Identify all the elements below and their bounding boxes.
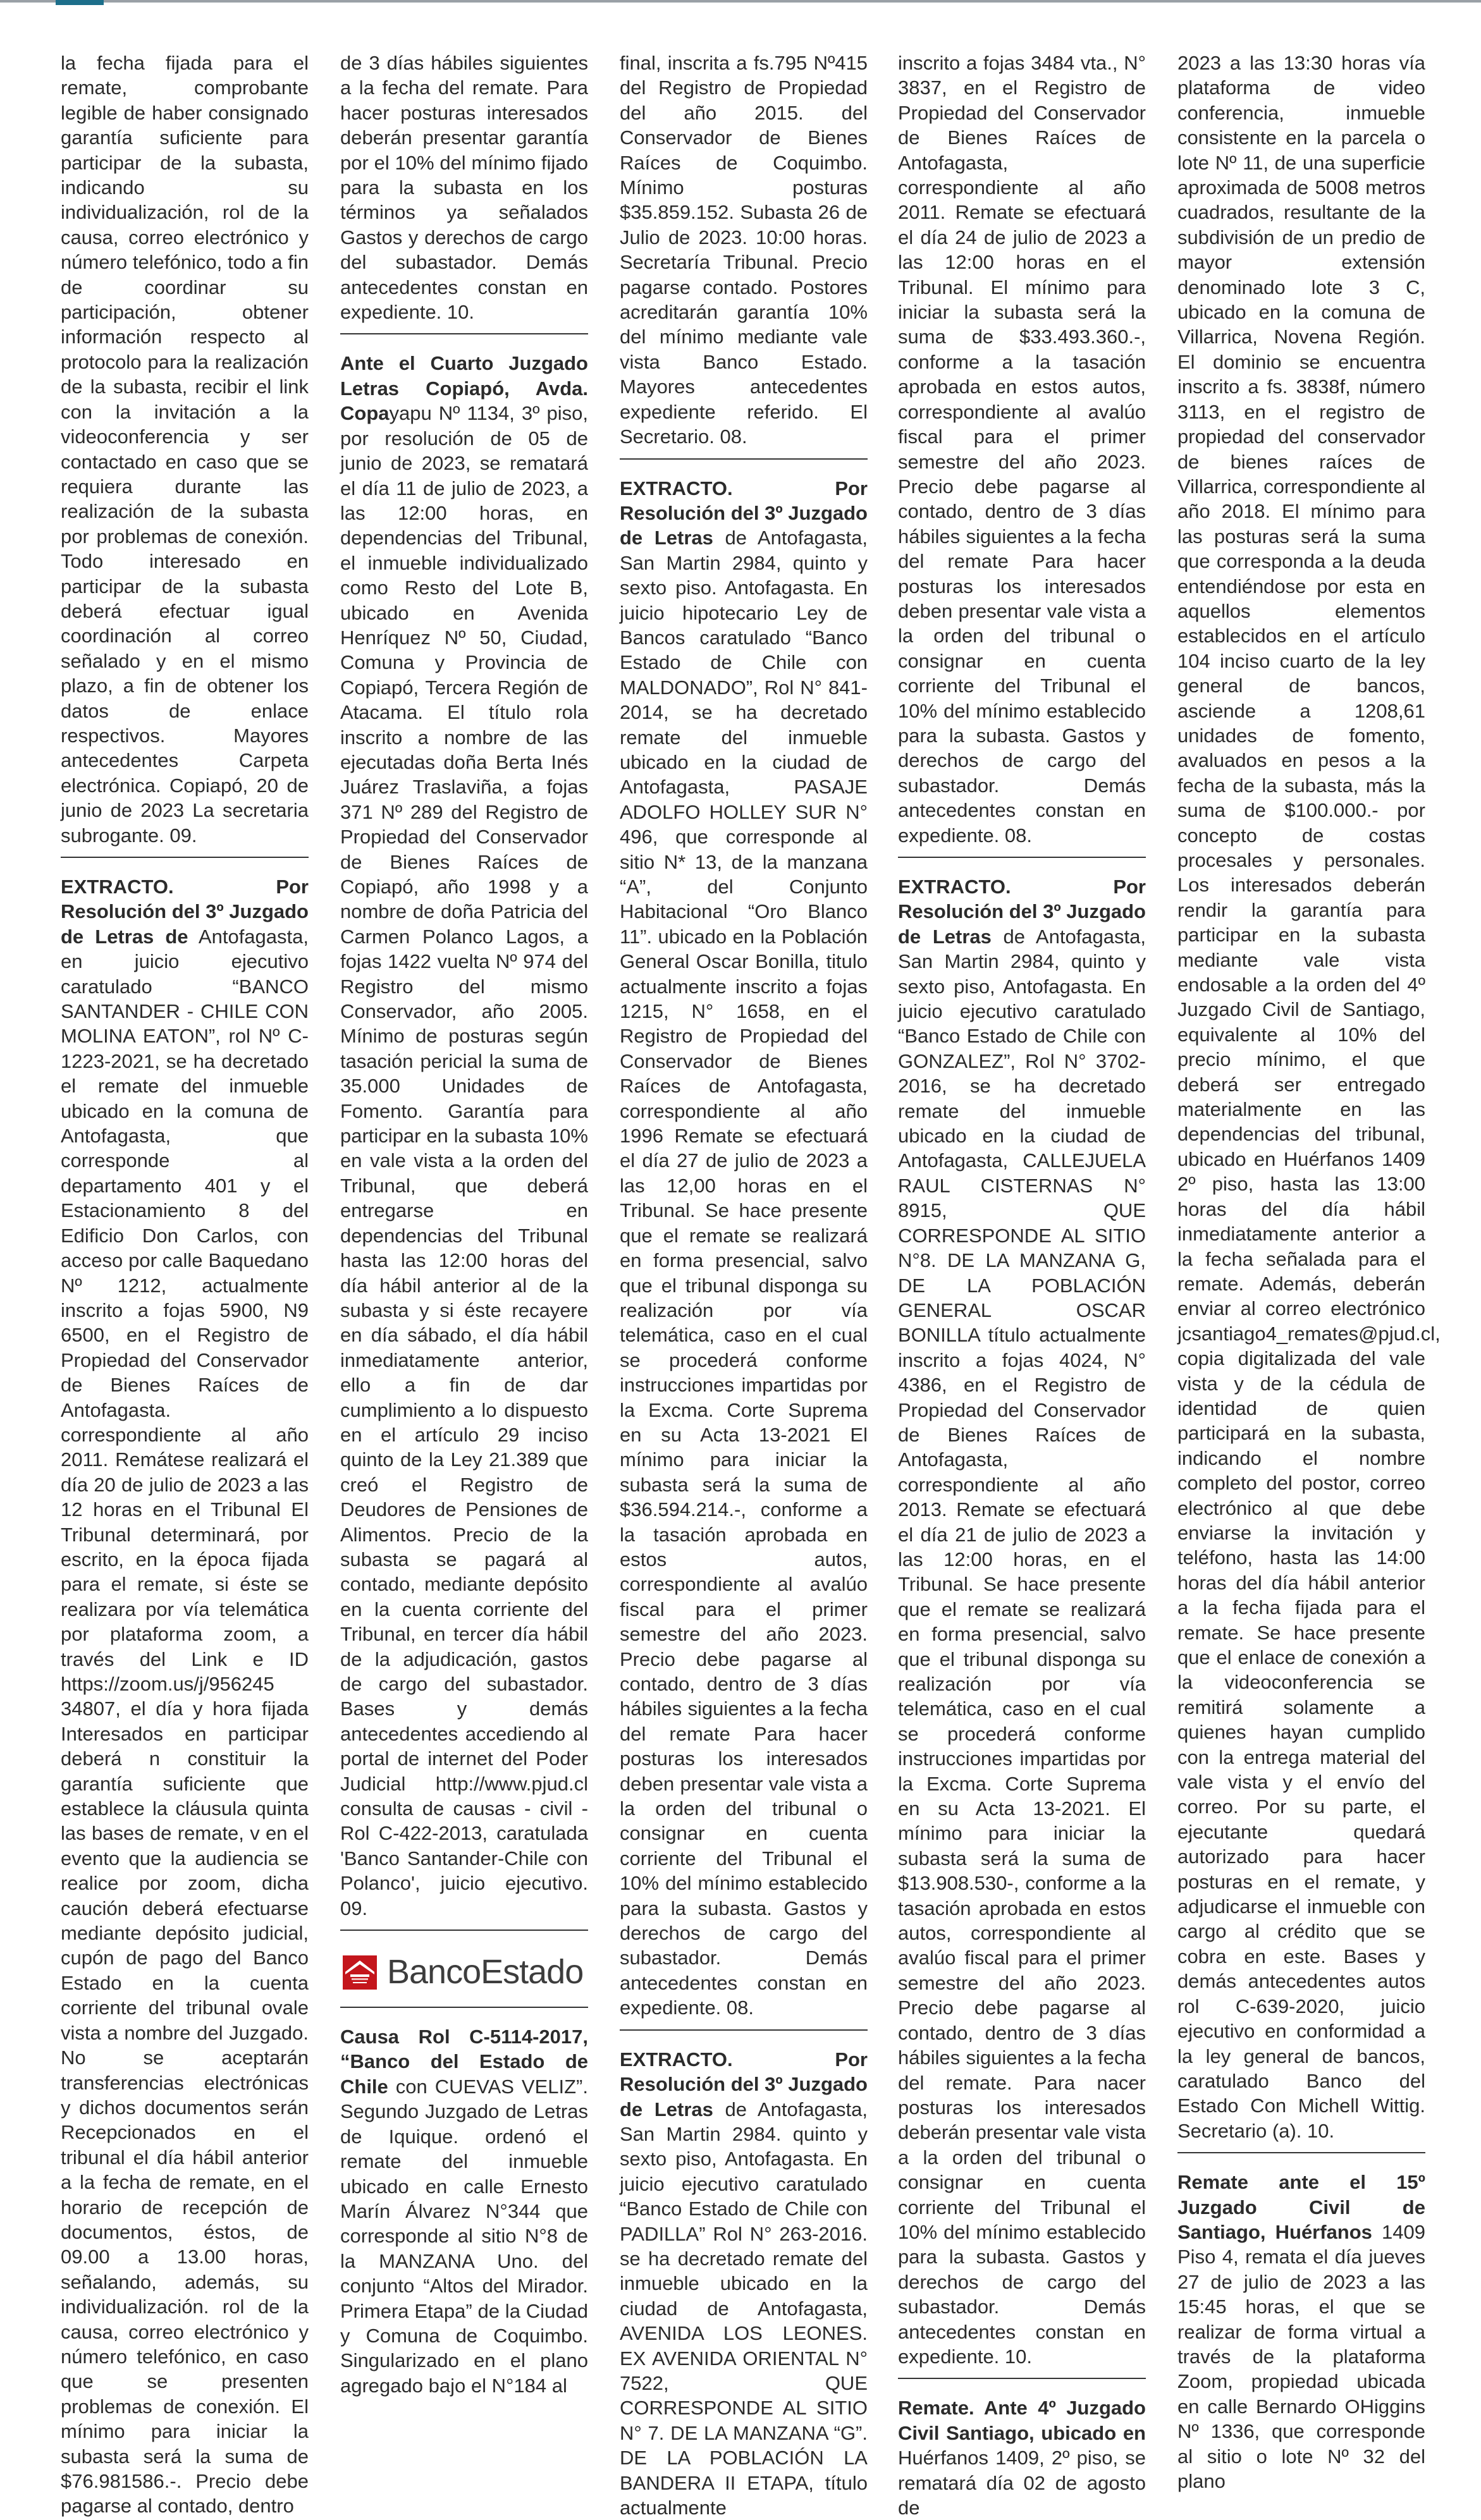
notice-divider — [340, 1930, 588, 1931]
bancoestado-logo-icon — [340, 1953, 379, 1992]
notice-divider — [1177, 2152, 1425, 2153]
notice-divider — [61, 857, 309, 858]
notice-body: de Antofagasta, San Martin 2984. quinto y sexto piso, Antofagasta. En juicio ejecutivo caratulado “Banco Estado de Chile con PADILLA” Rol N° 263-2016. se ha decretado remate del inmueble ubicado en la ciudad de Antofagasta, AVENIDA LOS LEONES. EX AVENIDA ORIENTAL N° 7522, QUE CORRESPONDE AL SITIO N° 7. DE LA MANZANA “G”. DE LA POBLACIÓN LA BANDERA II ETAPA, título actualmente — [620, 2098, 868, 2519]
notice-body: yapu Nº 1134, 3º piso, por resolución de 05 de junio de 2023, se rematará el día 11 de julio de 2023, a las 12:00 horas, en dependencias del Tribunal, el inmueble individualizado como Resto del Lote B, ubicado en Avenida Henríquez Nº 50, Ciudad, Comuna y Provincia de Copiapó, Tercera Región de Atacama. El título rola inscrito a nombre de las ejecutadas doña Berta Inés Juárez Traslaviña, a fojas 371 Nº 289 del Registro de Propiedad del Conservador de Bienes Raíces de Copiapó, año 1998 y a nombre de doña Patricia del Carmen Polanco Lagos, a fojas 1422 vuelta Nº 974 del Registro del mismo Conservador, año 2005. Mínimo de posturas según tasación pericial la suma de 35.000 Unidades de Fomento. Garantía para participar en la subasta 10% en vale vista a la orden del Tribunal, que deberá entregarse en dependencias del Tribunal hasta las 12:00 horas del día hábil anterior al de la subasta y si éste recayere en día sábado, el día hábil inmediatamente anterior, ello a fin de dar cumplimiento a lo dispuesto en el artículo 29 inciso quinto de la Ley 21.389 que creó el Registro de Deudores de Pensiones de Alimentos. Precio de la subasta se pagará al contado, mediante depósito en la cuenta corriente del Tribunal, en tercer día hábil de la adjudicación, gastos de cargo del subastador. Bases y demás antecedentes accediendo al portal de internet del Poder Judicial http://www.pjud.cl consulta de causas - civil - Rol C-422-2013, caratulada 'Banco Santander-Chile con Polanco', juicio ejecutivo. 09. — [340, 402, 588, 1919]
column-5 — [1177, 51, 1441, 2492]
notice-divider — [620, 458, 868, 460]
notice-remate-4-juzgado-santiago — [898, 2395, 1146, 2520]
notice-divider — [620, 2029, 868, 2031]
notice-divider — [340, 333, 588, 334]
column-3 — [620, 51, 868, 2519]
notice-continuation: 2023 a las 13:30 horas vía plataforma de video conferencia, inmueble consistente en la parcela o lote Nº 11, de una superficie aproximada de 5008 metros cuadrados, resultante de la subdivisión de un predio de mayor extensión denominado lote 3 C, ubicado en la comuna de Villarrica, Novena Región. El dominio se encuentra inscrito a fs. 3838f, número 3113, en el registro de propiedad del conservador de bienes raíces de Villarrica, correspondiente al año 2018. El mínimo para las posturas será la suma que corresponda a la deuda entendiéndose por esta en aquellos elementos establecidos en el artículo 104 inciso cuarto de la ley general de bancos, asciende a 1208,61 unidades de fomento, avaluados en pesos a la fecha de la subasta, más la suma de $100.000.- por concepto de costas procesales y personales. Los interesados deberán rendir la garantía para participar en la subasta mediante vale vista endosable a la orden del 4º Juzgado Civil de Santiago, equivalente al 10% del precio mínimo, el que deberá ser entregado materialmente en las dependencias del tribunal, ubicado en Huérfanos 1409 2º piso, hasta las 13:00 horas del día hábil inmediatamente anterior a la fecha señalada para el remate. Además, deberán enviar al correo electrónico jcsantiago4_remates@pjud.cl, copia digitalizada del vale vista y de la cédula de identidad de quien participará en la subasta, indicando el nombre completo del postor, correo electrónico al que debe enviarse la invitación y teléfono, hasta las 14:00 horas del día hábil anterior a la fecha fijada para el remate. Se hace presente que el enlace de conexión a la videoconferencia se remitirá solamente a quienes hayan cumplido con la entrega material del vale vista y el envío del correo. Por su parte, el ejecutante quedará autorizado para hacer posturas en el remate, y adjudicarse el inmueble con cargo al crédito que se cobra en este. Bases y demás antecedentes autos rol C-639-2020, juicio ejecutivo en conformidad a la ley general de bancos, caratulado Banco del Estado Con Michell Wittig. Secretario (a). 10. — [1177, 52, 1441, 2142]
notice-divider — [898, 857, 1146, 858]
notice-body: de Antofagasta, San Martin 2984, quinto y sexto piso. Antofagasta. En juicio hipotecario Ley de Bancos caratulado “Banco Estado de Chile con MALDONADO”, Rol N° 841-2014, se ha decretado remate del inmueble ubicado en la ciudad de Antofagasta, PASAJE ADOLFO HOLLEY SUR N° 496, que corresponde al sitio N* 13, de la manzana “A”, del Conjunto Habitacional “Oro Blanco 11”. ubicado en la Población General Oscar Bonilla, titulo actualmente inscrito a fojas 1215, N° 1658, en el Registro de Propiedad del Conservador de Bienes Raíces de Antofagasta, correspondiente al año 1996 Remate se efectuará el día 27 de julio de 2023 a las 12,00 horas en el Tribunal. Se hace presente que el remate se realizará en forma presencial, salvo que el tribunal disponga su realización por vía telemática, caso en el cual se procederá conforme instrucciones impartidas por la Excma. Corte Suprema en su Acta 13-2021 El mínimo para iniciar la subasta será la suma de $36.594.214.-, conforme a la tasación aprobada en estos autos, correspondiente al avalúo fiscal para el primer semestre del año 2023. Precio debe pagarse al contado, dentro de 3 días hábiles siguientes a la fecha del remate Para hacer posturas los interesados deben presentar vale vista a la orden del tribunal o consignar en cuenta corriente del Tribunal el 10% del mínimo establecido para la subasta. Gastos y derechos de cargo del subastador. Demás antecedentes constan en expediente. 08. — [620, 527, 868, 2019]
notice-extracto-santander-molina — [61, 874, 309, 2519]
notice-heading: EXTRACTO. Por Resolución del 3º Juzgado de Letras de — [61, 876, 309, 948]
notice-heading: EXTRACTO. Por Resolución del 3º Juzgado de Letras — [620, 477, 868, 549]
notice-body: Huérfanos 1409, 2º piso, se rematará día 02 de agosto de — [898, 2447, 1146, 2519]
notice-heading: EXTRACTO. Por Resolución del 3º Juzgado de Letras — [898, 876, 1146, 948]
column-2 — [340, 51, 588, 2397]
notice-causa-cuevas-veliz — [340, 2024, 588, 2398]
bancoestado-logo-text: BancoEstado — [387, 1953, 584, 1991]
notice-continuation: final, inscrita a fs.795 Nº415 del Registro de Propiedad del año 2015. del Conservador de Bienes Raíces de Coquimbo. Mínimo posturas $35.859.152. Subasta 26 de Julio de 2023. 10:00 horas. Secretaría Tribunal. Precio pagarse contado. Postores acreditarán garantía 10% del mínimo mediante vale vista Banco Estado. Mayores antecedentes expediente referido. El Secretario. 08. — [620, 52, 868, 448]
column-1 — [61, 51, 309, 2517]
notice-heading: Remate ante el 15º Juzgado Civil de Santiago, Huérfanos — [1177, 2171, 1425, 2243]
notice-body: de Antofagasta, San Martin 2984, quinto y sexto piso, Antofagasta. En juicio ejecutivo caratulado “Banco Estado de Chile con GONZALEZ”, Rol N° 3702-2016, se ha decretado remate del inmueble ubicado en la ciudad de Antofagasta, CALLEJUELA RAUL CISTERNAS N° 8915, QUE CORRESPONDE AL SITIO N°8. DE LA MANZANA G, DE LA POBLACIÓN GENERAL OSCAR BONILLA título actualmente inscrito a fojas 4024, N° 4386, en el Registro de Propiedad del Conservador de Bienes Raíces de Antofagasta, correspondiente al año 2013. Remate se efectuará el día 21 de julio de 2023 a las 12:00 horas, en el Tribunal. Se hace presente que el remate se realizará en forma presencial, salvo que el tribunal disponga su realización por vía telemática, caso en el cual se procederá conforme instrucciones impartidas por la Excma. Corte Suprema en su Acta 13-2021. El mínimo para iniciar la subasta será la suma de $13.908.530-, conforme a la tasación aprobada en estos autos, correspondiente al avalúo fiscal para el primer semestre del año 2023. Precio debe pagarse al contado, dentro de 3 días hábiles siguientes a la fecha del remate. Para nacer posturas los interesados deberán presentar vale vista a la orden del tribunal o consignar en cuenta corriente del Tribunal el 10% del mínimo establecido para la subasta. Gastos y derechos de cargo del subastador. Demás antecedentes constan en expediente. 10. — [898, 925, 1146, 2368]
notice-body: 1409 Piso 4, remata el día jueves 27 de julio de 2023 a las 15:45 horas, el que se realizar de forma virtual a través de la plataforma Zoom, propiedad ubicada en calle Bernardo OHiggins Nº 1336, que corresponde al sitio o lote Nº 32 del plano — [1177, 2220, 1426, 2492]
notice-heading: Ante el Cuarto Juzgado Letras Copiapó, Avda. Copa — [340, 352, 588, 425]
notice-continuation: de 3 días hábiles siguientes a la fecha del remate. Para hacer posturas interesados deberán presentar garantía por el 10% del mínimo fijado para la subasta en los términos ya señalados Gastos y derechos de cargo del subastador. Demás antecedentes constan en expediente. 10. — [340, 52, 588, 324]
notice-heading: Remate. Ante 4º Juzgado Civil Santiago, ubicado en — [898, 2397, 1146, 2444]
notice-body: con CUEVAS VELIZ”. Segundo Juzgado de Letras de Iquique. ordenó el remate del inmueble ubicado en calle Ernesto Marín Álvarez N°344 que corresponde al sitio N°8 de la MANZANA Uno. del conjunto “Altos del Mirador. Primera Etapa” de la Ciudad y Comuna de Coquimbo. Singularizado en el plano agregado bajo el N°184 al — [340, 2075, 588, 2397]
notice-remate-15-juzgado-santiago — [1177, 2170, 1425, 2493]
notice-heading: Causa Rol C-5114-2017, “Banco del Estado de Chile — [340, 2026, 588, 2098]
page-section-tab — [56, 0, 104, 5]
notice-continuation: la fecha fijada para el remate, comprobante legible de haber consignado garantía suficiente para participar de la subasta, indicando su individualización, rol de la causa, correo electrónico y número telefónico, todo a fin de coordinar su participación, obtener información respecto al protocolo para la realización de la subasta, recibir el link con la invitación a la videoconferencia y ser contactado en caso que se requiera durante las realización de la subasta por problemas de conexión. Todo interesado en participar de la subasta deberá efectuar igual coordinación al correo señalado y en el mismo plazo, a fin de obtener los datos de enlace respectivos. Mayores antecedentes Carpeta electrónica. Copiapó, 20 de junio de 2023 La secretaria subrogante. 09. — [61, 52, 309, 847]
page-top-rule — [0, 0, 1481, 3]
column-4 — [898, 51, 1146, 2519]
notice-continuation: inscrito a fojas 3484 vta., N° 3837, en el Registro de Propiedad del Conservador de Bienes Raíces de Antofagasta, correspondiente al año 2011. Remate se efectuará el día 24 de julio de 2023 a las 12:00 horas en el Tribunal. El mínimo para iniciar la subasta será la suma de $33.493.360.-, conforme a la tasación aprobada en estos autos, correspondiente al avalúo fiscal para el primer semestre del año 2023. Precio debe pagarse al contado, dentro de 3 días hábiles siguientes a la fecha del remate Para hacer posturas los interesados deben presentar vale vista a la orden del tribunal o consignar en cuenta corriente del Tribunal el 10% del mínimo establecido para la subasta. Gastos y derechos de cargo del subastador. Demás antecedentes constan en expediente. 08. — [898, 52, 1146, 847]
notice-divider — [340, 2007, 588, 2008]
notice-divider — [898, 2378, 1146, 2379]
notice-extracto-padilla — [620, 2047, 868, 2520]
notice-extracto-gonzalez — [898, 874, 1146, 2369]
notice-heading: EXTRACTO. Por Resolución del 3º Juzgado de Letras — [620, 2048, 868, 2120]
bancoestado-logo — [340, 1947, 588, 1998]
notice-cuarto-juzgado-copiapo — [340, 351, 588, 1921]
notice-extracto-maldonado — [620, 476, 868, 2021]
notice-body: Antofagasta, en juicio ejecutivo caratulado “BANCO SANTANDER - CHILE CON MOLINA EATON”, rol Nº C-1223-2021, se ha decretado el remate del inmueble ubicado en la comuna de Antofagasta, que corresponde al departamento 401 y el Estacionamiento 8 del Edificio Don Carlos, con acceso por calle Baquedano Nº 1212, actualmente inscrito a fojas 5900, N9 6500, en el Registro de Propiedad del Conservador de Bienes Raíces de Antofagasta. correspondiente al año 2011. Remátese realizará el día 20 de julio de 2023 a las 12 horas en el Tribunal El Tribunal determinará, por escrito, en la época fijada para el remate, si éste se realizara por vía telemática por plataforma zoom, a través del Link e ID https://zoom.us/j/956245 34807, el día y hora fijada Interesados en participar deberá n constituir la garantía suficiente que establece la cláusula quinta las bases de remate, v en el evento que la audiencia se realice por zoom, dicha caución deberá efectuarse mediante depósito judicial, cupón de pago del Banco Estado en la cuenta corriente del tribunal ovale vista a nombre del Juzgado. No se aceptarán transferencias electrónicas y dichos documentos serán Recepcionados en el tribunal el día hábil anterior a la fecha de remate, en el horario de recepción de documentos, éstos, de 09.00 a 13.00 horas, señalando, además, su individualización. rol de la causa, correo electrónico y número telefónico, en caso que se presenten problemas de conexión. El mínimo para iniciar la subasta será la suma de $76.981586.-. Precio debe pagarse al contado, dentro — [61, 925, 309, 2517]
